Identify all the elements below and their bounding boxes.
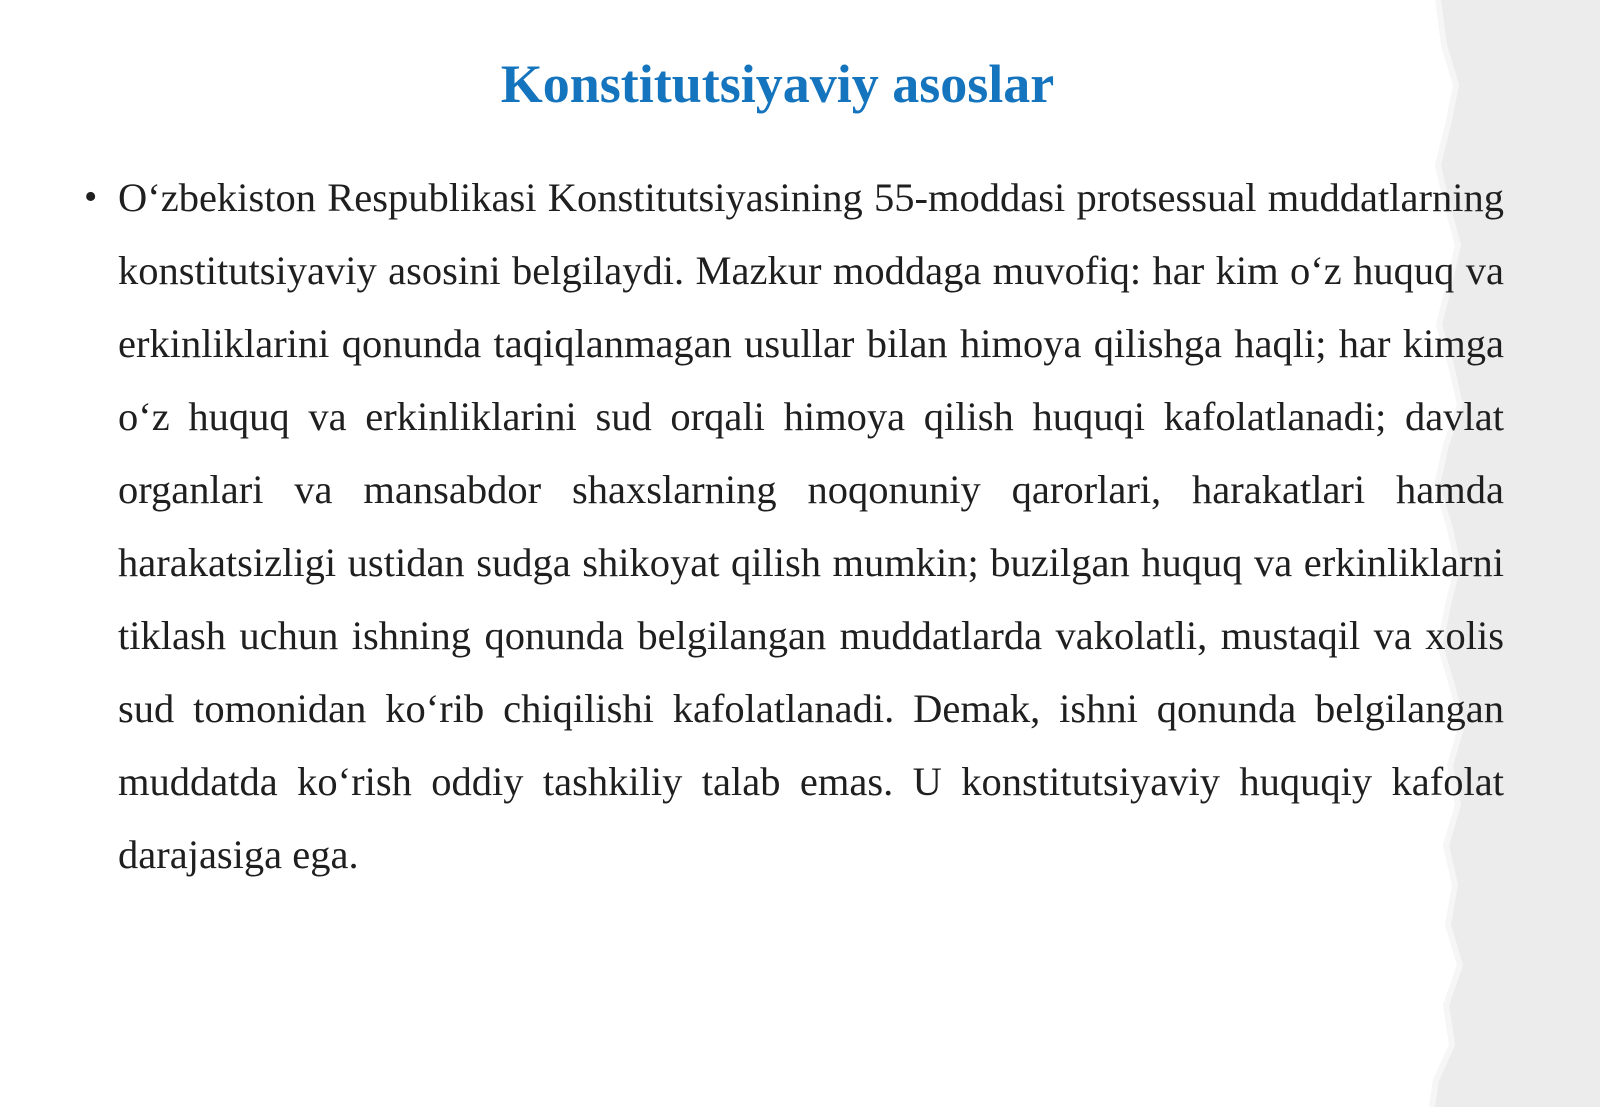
bullet-item (84, 161, 1504, 891)
bullet-text: O‘zbekiston Respublikasi Konstitutsiyasining 55-moddasi protsessual muddatlarning konstitutsiyaviy asosini belgilaydi. Mazkur moddaga muvofiq: har kim o‘z huquq va erkinliklarini qonunda taqiqlanmagan usullar bilan himoya qilishga haqli; har kimga o‘z huquq va erkinliklarini sud orqali himoya qilish huquqi kafolatlanadi; davlat organlari va mansabdor shaxslarning noqonuniy qarorlari, harakatlari hamda harakatsizligi ustidan sudga shikoyat qilish mumkin; buzilgan huquq va erkinliklarni tiklash uchun ishning qonunda belgilangan muddatlarda vakolatli, mustaqil va xolis sud tomonidan ko‘rib chiqilishi kafolatlanadi. Demak, ishni qonunda belgilangan muddatda ko‘rish oddiy tashkiliy talab emas. U konstitutsiyaviy huquqiy kafolat darajasiga ega. (118, 175, 1504, 877)
slide-title: Konstitutsiyaviy asoslar (500, 54, 1055, 114)
slide-body (84, 161, 1504, 891)
bullet-marker: • (84, 176, 98, 218)
